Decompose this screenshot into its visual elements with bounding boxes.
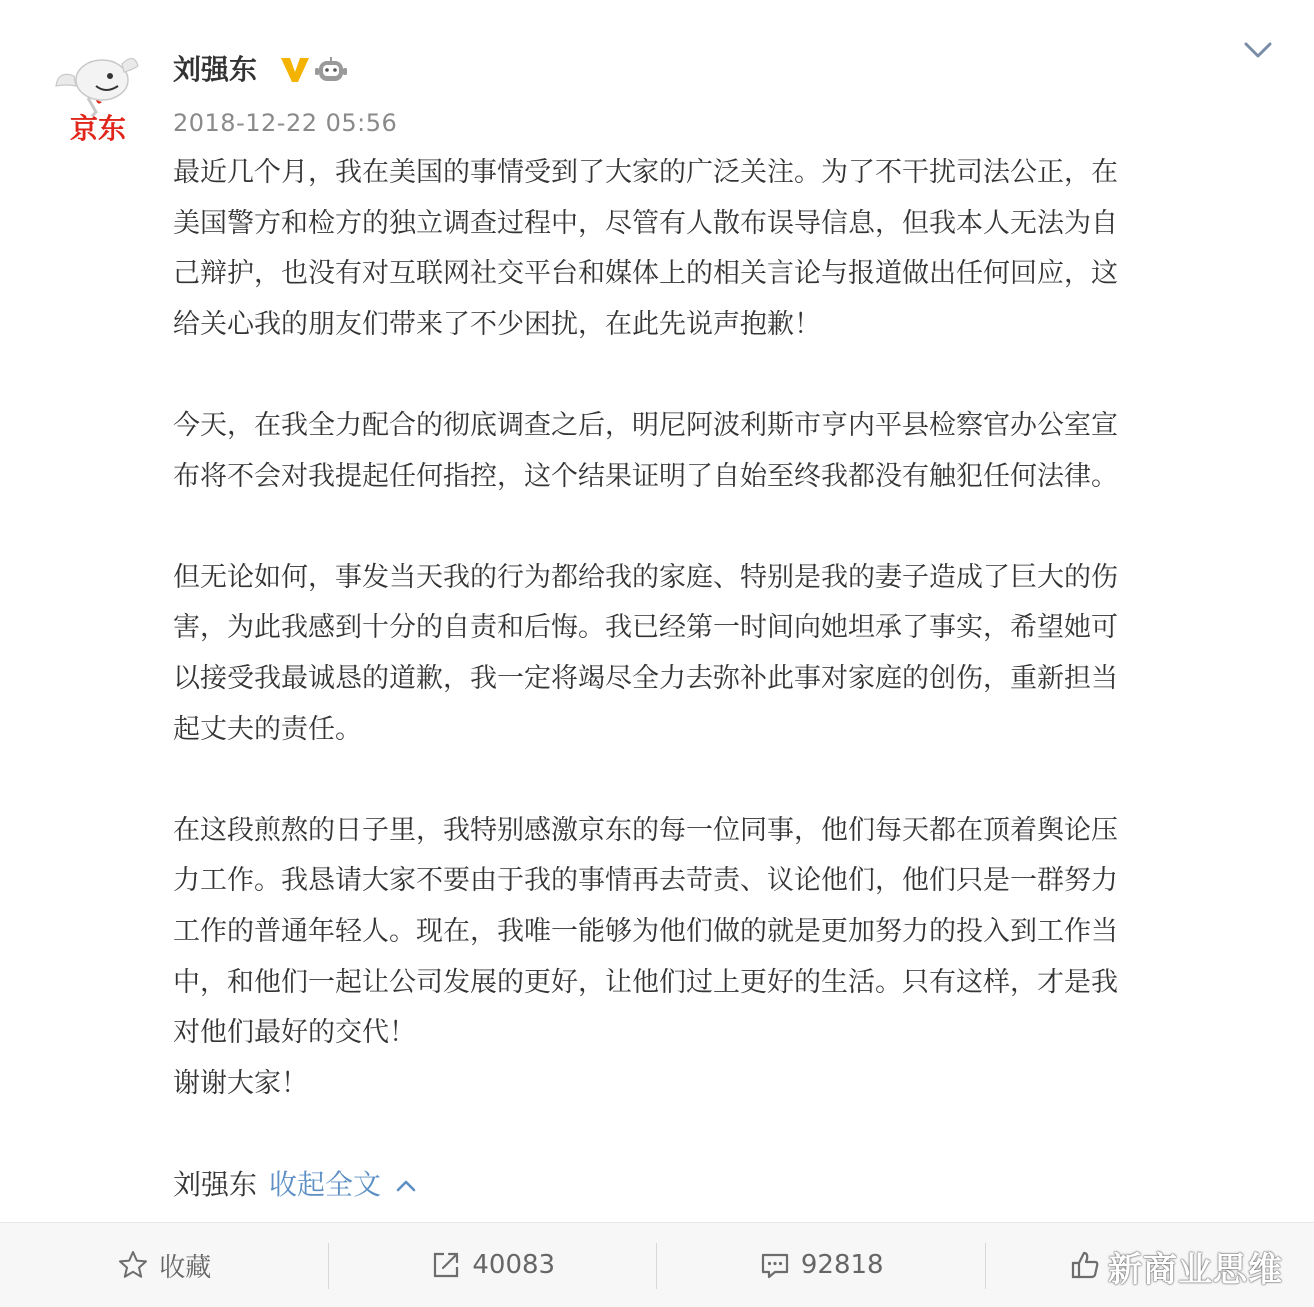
post-line: 美国警方和检方的独立调查过程中，尽管有人散布误导信息，但我本人无法为自 xyxy=(173,199,1253,250)
post-line: 今天，在我全力配合的彻底调查之后，明尼阿波利斯市亨内平县检察官办公室宣 xyxy=(173,401,1253,452)
author-name[interactable]: 刘强东 xyxy=(173,50,257,90)
robot-badge-icon xyxy=(314,54,348,86)
post-line: 以接受我最诚恳的道歉，我一定将竭尽全力去弥补此事对家庭的创伤，重新担当 xyxy=(173,654,1253,705)
post-line: 起丈夫的责任。 xyxy=(173,705,1253,756)
repost-button[interactable] xyxy=(329,1223,658,1307)
signature: 刘强东 xyxy=(173,1168,257,1201)
post-line: 工作的普通年轻人。现在，我唯一能够为他们做的就是更加努力的投入到工作当 xyxy=(173,907,1253,958)
share-icon xyxy=(430,1249,462,1281)
post-line: 谢谢大家！ xyxy=(173,1059,1253,1110)
avatar[interactable] xyxy=(52,46,144,146)
post-body xyxy=(173,148,1253,1109)
post-line: 中，和他们一起让公司发展的更好，让他们过上更好的生活。只有这样，才是我 xyxy=(173,958,1253,1009)
comment-button[interactable] xyxy=(657,1223,986,1307)
favorite-button[interactable] xyxy=(0,1223,329,1307)
comment-icon xyxy=(759,1249,791,1281)
collapse-full-text-link[interactable]: 收起全文 xyxy=(269,1168,381,1201)
chevron-up-icon[interactable] xyxy=(395,1179,417,1193)
repost-count: 40083 xyxy=(472,1250,555,1280)
watermark: 新商业思维 xyxy=(1108,1242,1283,1291)
post-line: 给关心我的朋友们带来了不少困扰，在此先说声抱歉！ xyxy=(173,300,1253,351)
favorite-label: 收藏 xyxy=(159,1247,211,1284)
post-line: 力工作。我恳请大家不要由于我的事情再去苛责、议论他们，他们只是一群努力 xyxy=(173,856,1253,907)
jd-logo-text: 京东 xyxy=(70,112,126,145)
post-line: 己辩护，也没有对互联网社交平台和媒体上的相关言论与报道做出任何回应，这 xyxy=(173,249,1253,300)
post-line: 布将不会对我提起任何指控，这个结果证明了自始至终我都没有触犯任何法律。 xyxy=(173,452,1253,503)
post-timestamp[interactable]: 2018-12-22 05:56 xyxy=(173,106,397,140)
thumbs-up-icon xyxy=(1069,1249,1101,1281)
verified-v-icon xyxy=(278,52,312,86)
chevron-down-icon[interactable] xyxy=(1240,36,1276,64)
post-line: 最近几个月，我在美国的事情受到了大家的广泛关注。为了不干扰司法公正，在 xyxy=(173,148,1253,199)
post-line: 害，为此我感到十分的自责和后悔。我已经第一时间向她坦承了事实，希望她可 xyxy=(173,603,1253,654)
star-icon xyxy=(117,1249,149,1281)
post-line: 但无论如何，事发当天我的行为都给我的家庭、特别是我的妻子造成了巨大的伤 xyxy=(173,553,1253,604)
post-line: 对他们最好的交代！ xyxy=(173,1008,1253,1059)
comment-count: 92818 xyxy=(801,1250,884,1280)
post-line: 在这段煎熬的日子里，我特别感激京东的每一位同事，他们每天都在顶着舆论压 xyxy=(173,806,1253,857)
post-footer xyxy=(173,1160,417,1210)
